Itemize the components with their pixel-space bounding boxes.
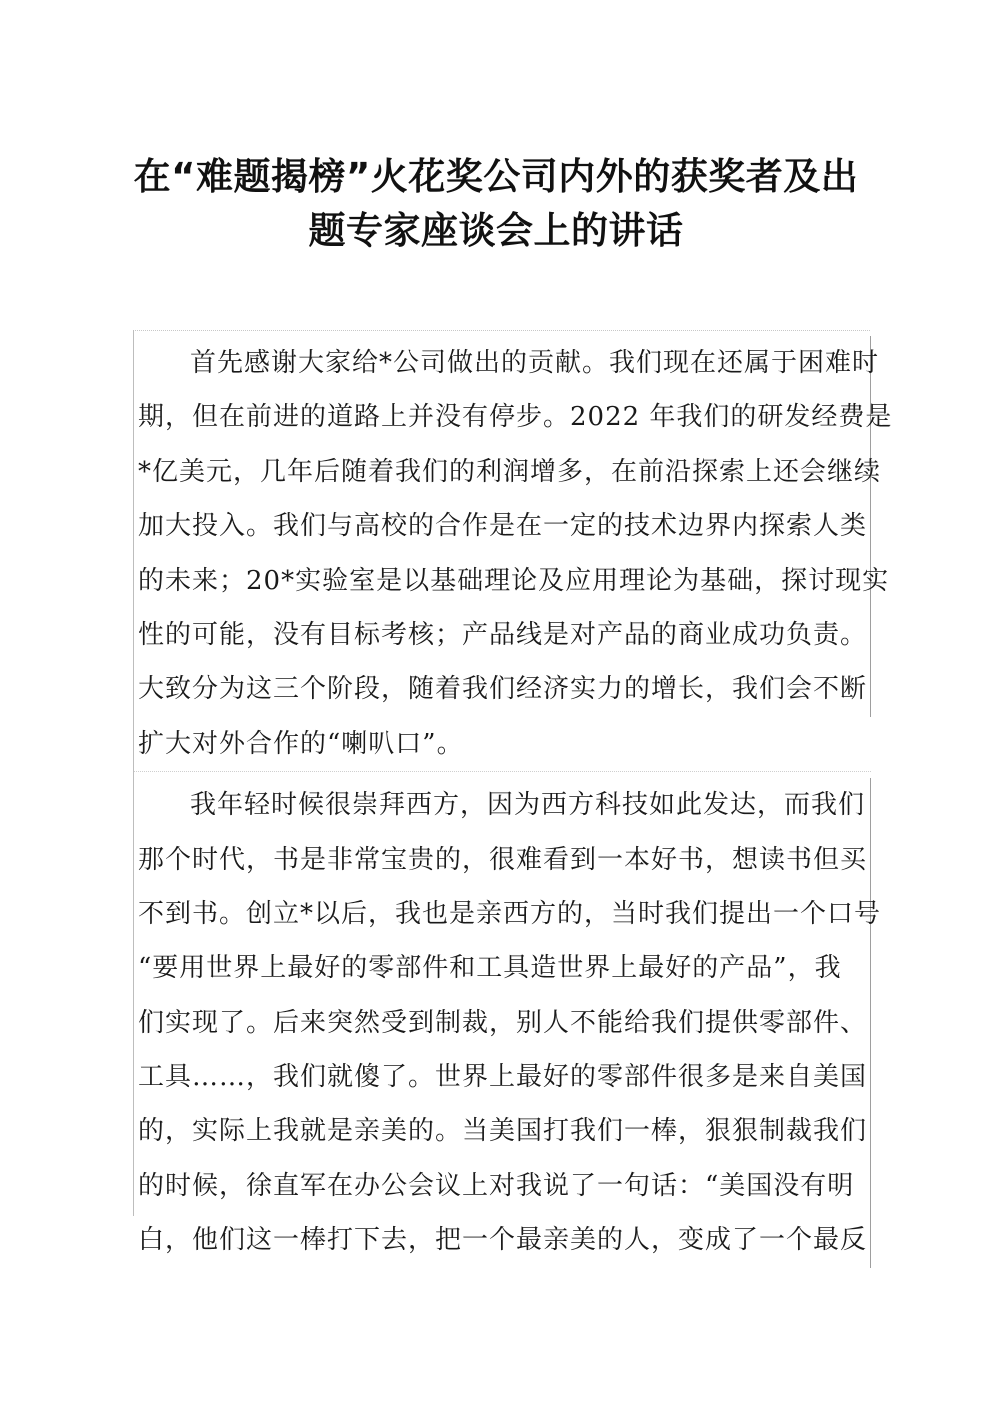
paragraph-line: 白，他们这一棒打下去，把一个最亲美的人，变成了一个最反 [134, 1213, 871, 1267]
paragraph-line: 大致分为这三个阶段，随着我们经济实力的增长，我们会不断 [134, 662, 871, 716]
document-body [133, 330, 893, 1256]
paragraph-line: 扩大对外合作的“喇叭口”。 [138, 728, 464, 759]
paragraph-line: 我年轻时候很崇拜西方，因为西方科技如此发达，而我们 [134, 778, 871, 832]
paragraph-2 [134, 772, 882, 1268]
title-line-2: 题专家座谈会上的讲话 [308, 209, 684, 252]
document-title [60, 150, 932, 258]
paragraph-line: “要用世界上最好的零部件和工具造世界上最好的产品”，我 [134, 941, 871, 995]
title-line-1: 在“难题揭榜”火花奖公司内外的获奖者及出 [133, 155, 859, 198]
paragraph-line: 的，实际上我就是亲美的。当美国打我们一棒，狠狠制裁我们 [134, 1104, 871, 1158]
paragraph-1 [134, 330, 893, 771]
paragraph-line: 首先感谢大家给*公司做出的贡献。我们现在还属于困难时 [134, 336, 871, 390]
paragraph-line: 的未来；20*实验室是以基础理论及应用理论为基础，探讨现实 [134, 554, 871, 608]
paragraph-line: 加大投入。我们与高校的合作是在一定的技术边界内探索人类 [134, 499, 871, 553]
paragraph-line: 那个时代，书是非常宝贵的，很难看到一本好书，想读书但买 [134, 833, 871, 887]
paragraph-line: *亿美元，几年后随着我们的利润增多，在前沿探索上还会继续 [134, 445, 871, 499]
paragraph-line: 不到书。创立*以后，我也是亲西方的，当时我们提出一个口号 [134, 887, 871, 941]
paragraph-line: 工具……，我们就傻了。世界上最好的零部件很多是来自美国 [134, 1050, 871, 1104]
paragraph-line: 期，但在前进的道路上并没有停步。2022 年我们的研发经费是 [134, 390, 871, 444]
paragraph-line: 性的可能，没有目标考核；产品线是对产品的商业成功负责。 [134, 608, 871, 662]
paragraph-line: 的时候，徐直军在办公会议上对我说了一句话：“美国没有明 [134, 1159, 871, 1213]
paragraph-line: 们实现了。后来突然受到制裁，别人不能给我们提供零部件、 [134, 996, 871, 1050]
